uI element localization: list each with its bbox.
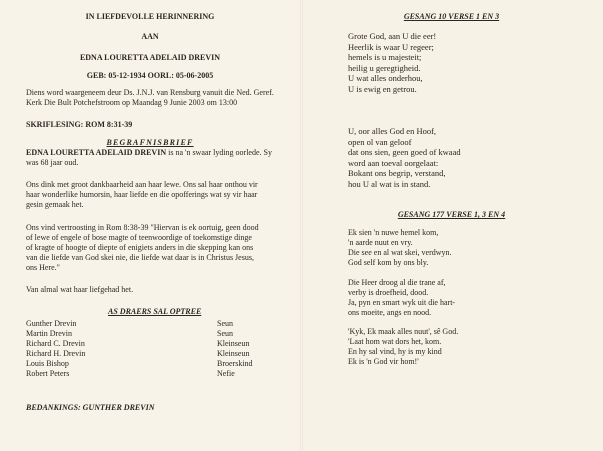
hymn-177-verse-1: [348, 228, 452, 268]
scripture-reading: SKRIFLESING: ROM 8:31-39: [26, 120, 133, 129]
verse-line: 'n aarde nuut en vry.: [348, 238, 413, 247]
funeral-letter-name: EDNA LOURETTA ADELAID DREVIN: [26, 148, 167, 157]
bearer-name: Martin Drevin: [26, 329, 72, 338]
bearer-relation: Broerskind: [217, 359, 253, 368]
verse-line: dat ons sien, geen goed of kwaad: [348, 147, 461, 157]
paragraph-1-line-1: Ons dink met groot dankbaarheid aan haar lewe. Ons sal haar onthou vir: [26, 180, 258, 189]
verse-line: U is ewig en getrou.: [348, 83, 417, 94]
verse-line: Ja, pyn en smart wyk uit die hart-: [348, 298, 456, 307]
left-page: [0, 0, 300, 451]
verse-line: hemels is u majesteit;: [348, 52, 422, 62]
bearer-name: Richard C. Drevin: [26, 339, 85, 348]
paragraph-1-line-3: gesin gemaak het.: [26, 200, 84, 209]
verse-line: word aan toeval oorgelaat:: [348, 157, 439, 168]
memorial-heading: IN LIEFDEVOLLE HERINNERING: [85, 12, 215, 21]
hymn-177-heading: GESANG 177 VERSE 1, 3 EN 4: [397, 210, 506, 219]
bearer-relation: Seun: [217, 329, 233, 338]
bearer-name: Louis Bishop: [26, 359, 69, 368]
verse-line: Ek sien 'n nuwe hemel kom,: [348, 228, 439, 237]
bearers-heading: AS DRAERS SAL OPTREE: [108, 307, 202, 316]
right-page: [303, 0, 603, 451]
funeral-letter-heading: BEGRAFNISBRIEF: [106, 138, 194, 147]
hymn-10-verse-3: [348, 126, 461, 189]
bearer-relation: Nefie: [217, 369, 235, 378]
hymn-177-verse-3: [348, 278, 455, 318]
verse-line: Die see en al wat skei, verdwyn.: [348, 248, 452, 257]
bearer-relation: Kleinseun: [217, 339, 250, 348]
paragraph-2-line-4: van die liefde van God skei nie, die liefde wat daar is in Christus Jesus,: [26, 253, 254, 262]
hymn-10-verse-1: [348, 31, 436, 94]
service-info-line-1: Diens word waargeneem deur Ds. J.N.J. van Rensburg vanuit die Ned. Geref.: [26, 88, 274, 97]
verse-line: 'Laat hom wat dors het, kom.: [348, 337, 442, 346]
closing-line: Van almal wat haar liefgehad het.: [26, 285, 134, 294]
paragraph-2-line-1: Ons vind vertroosting in Rom 8:38-39 "Hiervan is ek oortuig, geen dood: [26, 223, 259, 232]
verse-line: verby is droefheid, dood.: [348, 288, 429, 297]
acknowledgements: BEDANKINGS: GUNTHER DREVIN: [26, 403, 155, 412]
verse-line: ons moeite, angs en nood.: [348, 308, 432, 317]
bearer-relation: Kleinseun: [217, 349, 250, 358]
funeral-letter-text: is na 'n swaar lyding oorlede. Sy: [166, 148, 272, 157]
verse-line: En hy sal vind, hy is my kind: [348, 347, 442, 356]
verse-line: 'Kyk, Ek maak alles nuut', sê God.: [348, 327, 459, 336]
paragraph-1-line-2: haar wonderlike humorsin, haar liefde en die opofferings wat sy vir haar: [26, 190, 258, 199]
paragraph-2-line-2: of lewe of engele of bose magte of teenwoordige of toekomstige dinge: [26, 233, 252, 242]
verse-line: open ol van geloof: [348, 136, 412, 147]
bearer-relation: Seun: [217, 319, 233, 328]
bearer-name: Gunther Drevin: [26, 319, 77, 328]
verse-line: God self kom by ons bly.: [348, 258, 429, 267]
verse-line: Heerlik is waar U regeer;: [348, 41, 434, 52]
verse-line: Die Heer droog al die trane af,: [348, 278, 446, 287]
paragraph-2-line-3: of kragte of hoogte of diepte of enigiets anders in die skepping kan ons: [26, 243, 254, 252]
bearer-name: Robert Peters: [26, 369, 70, 378]
paragraph-2-line-5: ons Here.": [26, 263, 60, 272]
verse-line: Grote God, aan U die eer!: [348, 31, 437, 41]
deceased-name: EDNA LOURETTA ADELAID DREVIN: [79, 53, 221, 62]
funeral-letter-line-1: [26, 148, 272, 158]
verse-line: hou U al wat is in stand.: [348, 178, 431, 189]
bearer-name: Richard H. Drevin: [26, 349, 86, 358]
birth-death-dates: GEB: 05-12-1934 OORL: 05-06-2005: [86, 71, 214, 80]
aan-label: AAN: [141, 32, 159, 41]
verse-line: Bokant ons begrip, verstand,: [348, 168, 446, 178]
service-info-line-2: Kerk Die Bult Potchefstroom op Maandag 9 Junie 2003 om 13:00: [26, 98, 238, 107]
funeral-letter-line-2: was 68 jaar oud.: [26, 158, 79, 167]
verse-line: U, oor alles God en Hoof,: [348, 126, 437, 136]
verse-line: heilig u geregtigheid.: [348, 62, 421, 73]
hymn-10-heading: GESANG 10 VERSE 1 EN 3: [403, 12, 500, 21]
verse-line: U wat alles onderhou,: [348, 73, 423, 83]
verse-line: Ek is 'n God vir hom!': [348, 357, 419, 366]
hymn-177-verse-4: [348, 327, 458, 367]
